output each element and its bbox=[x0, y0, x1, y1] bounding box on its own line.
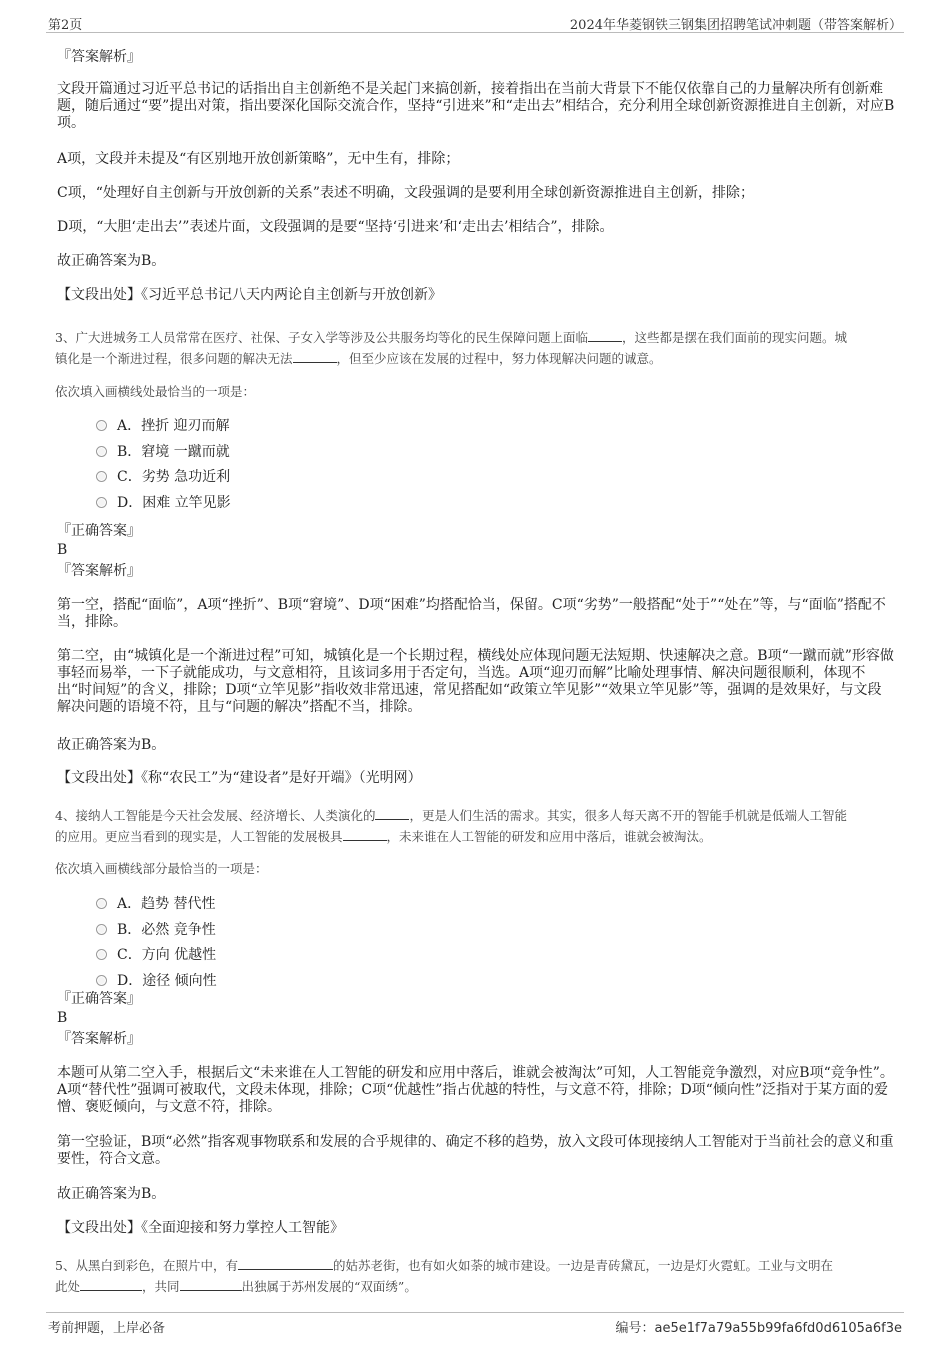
q3-stem: 3、广大进城务工人员常常在医疗、社保、子女入学等涉及公共服务均等化的民生保障问题上面临 ，这些都是摆在我们面前的现实问题。城 镇化是一个渐进过程，很多问题的解决无法 ，但至少应该在发展的过程中，努力体现解决问题的诚意。 bbox=[55, 330, 847, 366]
q5-stem: 5、从黑白到彩色，在照片中，有 的姑苏老街，也有如火如荼的城市建设。一边是青砖黛瓦，一边是灯火霓虹。工业与文明在 此处 ，共同 出独属于苏州发展的“双面绣”。 bbox=[55, 1258, 833, 1294]
blank-2 bbox=[343, 839, 387, 841]
q3-conclusion: 故正确答案为B。 bbox=[57, 737, 166, 753]
q2-source: 【文段出处】《习近平总书记八天内两论自主创新与开放创新》 bbox=[57, 287, 442, 303]
q4-option-c[interactable]: C．方向 优越性 bbox=[96, 946, 216, 964]
blank-2 bbox=[80, 1289, 142, 1291]
document-title: 2024年华菱钢铁三钢集团招聘笔试冲刺题（带答案解析） bbox=[569, 18, 902, 33]
q4-stem: 4、接纳人工智能是今天社会发展、经济增长、人类演化的 ，更是人们生活的需求。其实，很多人每天离不开的智能手机就是低端人工智能 的应用。更应当看到的现实是，人工智能的发展极具 ，未来谁在人工智能的研发和应用中落后，谁就会被淘汰。 bbox=[55, 808, 847, 844]
q2-analysis-para: 文段开篇通过习近平总书记的话指出自主创新绝不是关起门来搞创新，接着指出在当前大背景下不能仅依靠自己的力量解决所有创新难题，随后通过“要”提出对策，指出要深化国际交流合作，坚持“引进来”和“走出去”相结合，充分利用全球创新资源推进自主创新，对应B项。 bbox=[57, 81, 895, 131]
q4-analysis-label: 『答案解析』 bbox=[57, 1031, 141, 1047]
q2-option-a-analysis: A项，文段并未提及“有区别地开放创新策略”，无中生有，排除； bbox=[57, 151, 460, 167]
radio-icon[interactable] bbox=[96, 975, 107, 986]
q3-source: 【文段出处】《称“农民工”为“建设者”是好开端》（光明网） bbox=[57, 770, 422, 786]
radio-icon[interactable] bbox=[96, 497, 107, 508]
page-footer bbox=[46, 1312, 904, 1335]
blank-1 bbox=[375, 818, 409, 820]
blank-1 bbox=[588, 340, 622, 342]
radio-icon[interactable] bbox=[96, 949, 107, 960]
q4-option-a[interactable]: A．趋势 替代性 bbox=[96, 895, 216, 913]
radio-icon[interactable] bbox=[96, 420, 107, 431]
page-header bbox=[46, 12, 904, 33]
q4-option-b[interactable]: B．必然 竞争性 bbox=[96, 921, 216, 939]
radio-icon[interactable] bbox=[96, 924, 107, 935]
footer-code: 编号：ae5e1f7a79a55b99fa6fd0d6105a6f3e bbox=[615, 1321, 902, 1336]
q3-analysis-label: 『答案解析』 bbox=[57, 563, 141, 579]
q4-prompt: 依次填入画横线部分最恰当的一项是： bbox=[55, 861, 268, 876]
q3-analysis-para2: 第二空，由“城镇化是一个渐进过程”可知，城镇化是一个长期过程，横线处应体现问题无法短期、快速解决之意。B项“一蹴而就”形容做事轻而易举，一下子就能成功，与文意相符，且该词多用于否定句，当选。A项“迎刃而解”比喻处理事情、解决问题很顺利，体现不出“时间短”的含义，排除；D项“立竿见影”指收效非常迅速，常见搭配如“政策立竿见影”“效果立竿见影”等，强调的是效果好，与文段解决问题的语境不符，且与“问题的解决”搭配不当，排除。 bbox=[57, 648, 894, 715]
blank-3 bbox=[180, 1289, 242, 1291]
page-number: 第2页 bbox=[48, 18, 83, 33]
q4-source: 【文段出处】《全面迎接和努力掌控人工智能》 bbox=[57, 1220, 344, 1236]
q3-option-c[interactable]: C．劣势 急功近利 bbox=[96, 468, 230, 486]
q4-correct-label: 『正确答案』 bbox=[57, 991, 141, 1007]
q3-correct-label: 『正确答案』 bbox=[57, 523, 141, 539]
footer-slogan: 考前押题，上岸必备 bbox=[48, 1321, 166, 1336]
q3-analysis-para1: 第一空，搭配“面临”，A项“挫折”、B项“窘境”、D项“困难”均搭配恰当，保留。C项“劣势”一般搭配“处于”“处在”等，与“面临”搭配不当，排除。 bbox=[57, 597, 886, 630]
q3-option-b[interactable]: B．窘境 一蹴而就 bbox=[96, 443, 230, 461]
q4-option-d[interactable]: D．途径 倾向性 bbox=[96, 972, 217, 990]
q2-conclusion: 故正确答案为B。 bbox=[57, 253, 166, 269]
radio-icon[interactable] bbox=[96, 471, 107, 482]
q4-conclusion: 故正确答案为B。 bbox=[57, 1186, 166, 1202]
q2-option-c-analysis: C项，“处理好自主创新与开放创新的关系”表述不明确，文段强调的是要利用全球创新资源推进自主创新，排除； bbox=[57, 185, 755, 201]
q2-option-d-analysis: D项，“大胆‘走出去’”表述片面，文段强调的是要“坚持‘引进来’和‘走出去’相结合”，排除。 bbox=[57, 219, 614, 235]
radio-icon[interactable] bbox=[96, 446, 107, 457]
q3-option-d[interactable]: D．困难 立竿见影 bbox=[96, 494, 231, 512]
q4-answer: B bbox=[57, 1010, 68, 1026]
blank-1 bbox=[238, 1268, 333, 1270]
q3-option-a[interactable]: A．挫折 迎刃而解 bbox=[96, 417, 230, 435]
q3-answer: B bbox=[57, 542, 68, 558]
q2-analysis-label: 『答案解析』 bbox=[57, 49, 141, 65]
q4-analysis-para1: 本题可从第二空入手，根据后文“未来谁在人工智能的研发和应用中落后，谁就会被淘汰”可知，人工智能竞争激烈，对应B项“竞争性”。A项“替代性”强调可被取代，文段未体现，排除；C项“优越性”指占优越的特性，与文意不符，排除；D项“倾向性”泛指对于某方面的爱憎、褒贬倾向，与文意不符，排除。 bbox=[57, 1065, 894, 1115]
q4-analysis-para2: 第一空验证，B项“必然”指客观事物联系和发展的合乎规律的、确定不移的趋势，放入文段可体现接纳人工智能对于当前社会的意义和重要性，符合文意。 bbox=[57, 1134, 894, 1167]
blank-2 bbox=[293, 361, 337, 363]
q3-prompt: 依次填入画横线处最恰当的一项是： bbox=[55, 384, 256, 399]
radio-icon[interactable] bbox=[96, 898, 107, 909]
